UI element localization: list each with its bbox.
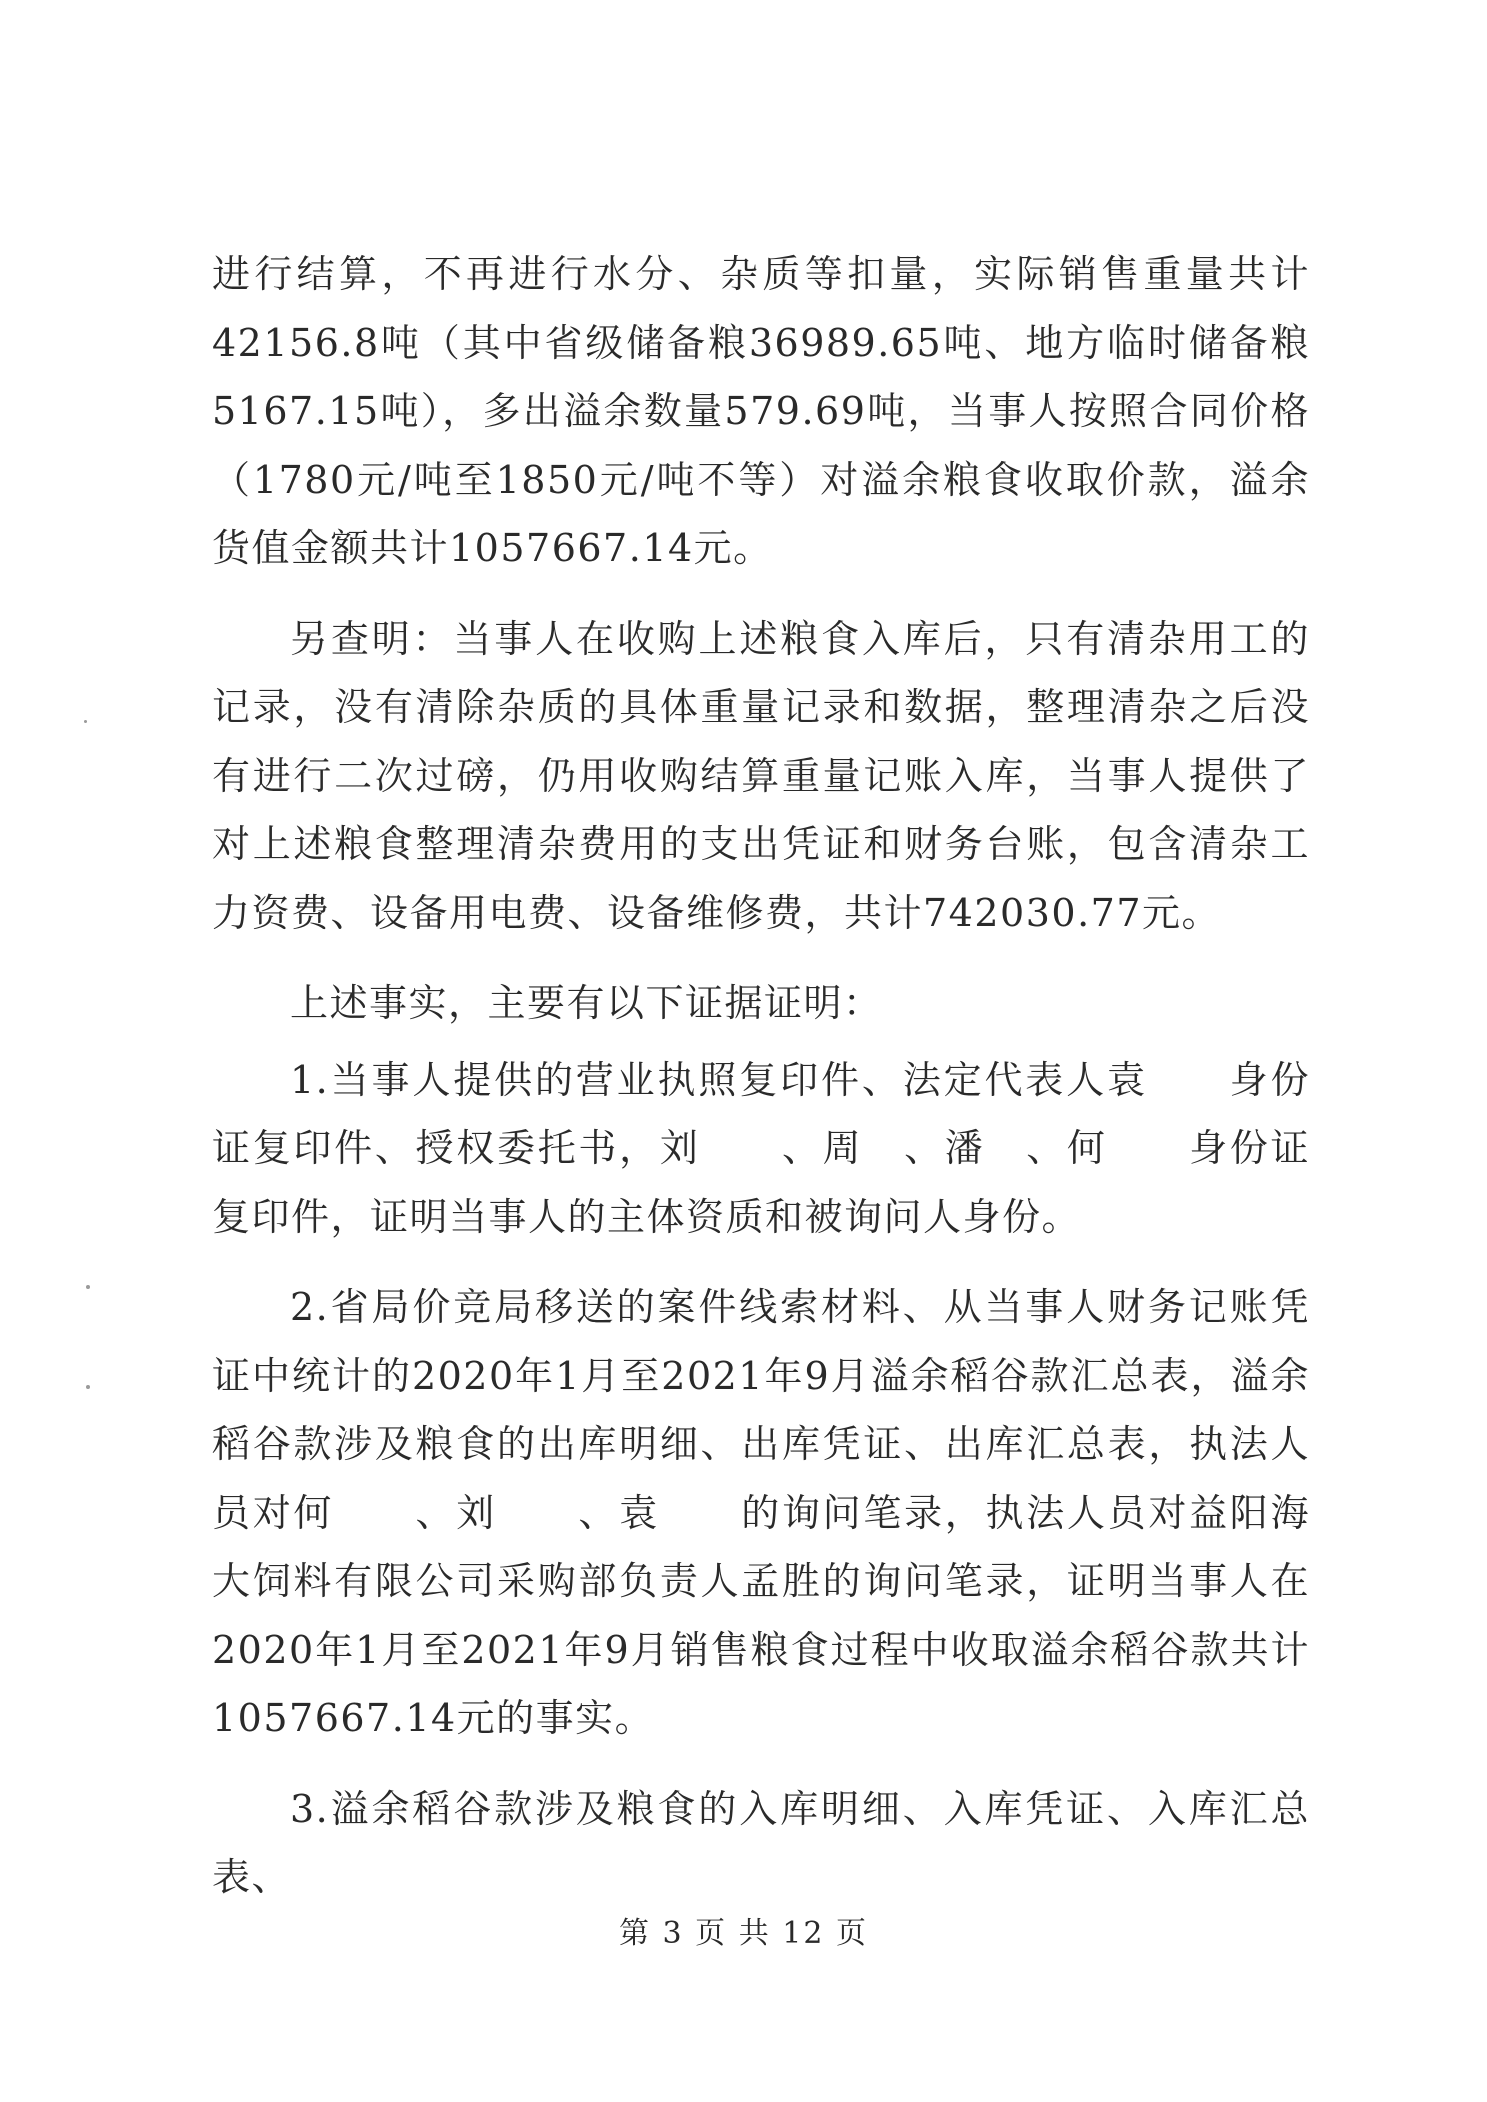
scan-speck: [84, 720, 87, 723]
page-footer: 第 3 页 共 12 页: [619, 1916, 868, 1951]
paragraph-evidence-2: 2.省局价竞局移送的案件线索材料、从当事人财务记账凭证中统计的2020年1月至2021年9月溢余稻谷款汇总表，溢余稻谷款涉及粮食的出库明细、出库凭证、出库汇总表，执法人员对何 、刘 、袁 的询问笔录，执法人员对益阳海大饲料有限公司采购部负责人孟胜的询问笔录，证明当事人在2020年1月至2021年9月销售粮食过程中收取溢余稻谷款共计1057667.14元的事实。: [212, 1285, 1310, 1740]
scan-speck: [86, 1285, 90, 1289]
paragraph-evidence-intro: 上述事实，主要有以下证据证明：: [290, 981, 883, 1025]
paragraph-evidence-1: 1.当事人提供的营业执照复印件、法定代表人袁 身份证复印件、授权委托书，刘 、周 、潘 、何 身份证复印件，证明当事人的主体资质和被询问人身份。: [212, 1057, 1310, 1239]
document-body: [212, 240, 1310, 1912]
paragraph-evidence-3: 3.溢余稻谷款涉及粮食的入库明细、入库凭证、入库汇总表、: [212, 1786, 1310, 1899]
paragraph-sales-settlement: 进行结算，不再进行水分、杂质等扣量，实际销售重量共计42156.8吨（其中省级储备粮36989.65吨、地方临时储备粮5167.15吨），多出溢余数量579.69吨，当事人按照合同价格（1780元/吨至1850元/吨不等）对溢余粮食收取价款，溢余货值金额共计1057667.14元。: [212, 252, 1310, 570]
scan-speck: [86, 1385, 90, 1389]
paragraph-further-findings: 另查明：当事人在收购上述粮食入库后，只有清杂用工的记录，没有清除杂质的具体重量记录和数据，整理清杂之后没有进行二次过磅，仍用收购结算重量记账入库，当事人提供了对上述粮食整理清杂费用的支出凭证和财务台账，包含清杂工力资费、设备用电费、设备维修费，共计742030.77元。: [212, 616, 1310, 935]
